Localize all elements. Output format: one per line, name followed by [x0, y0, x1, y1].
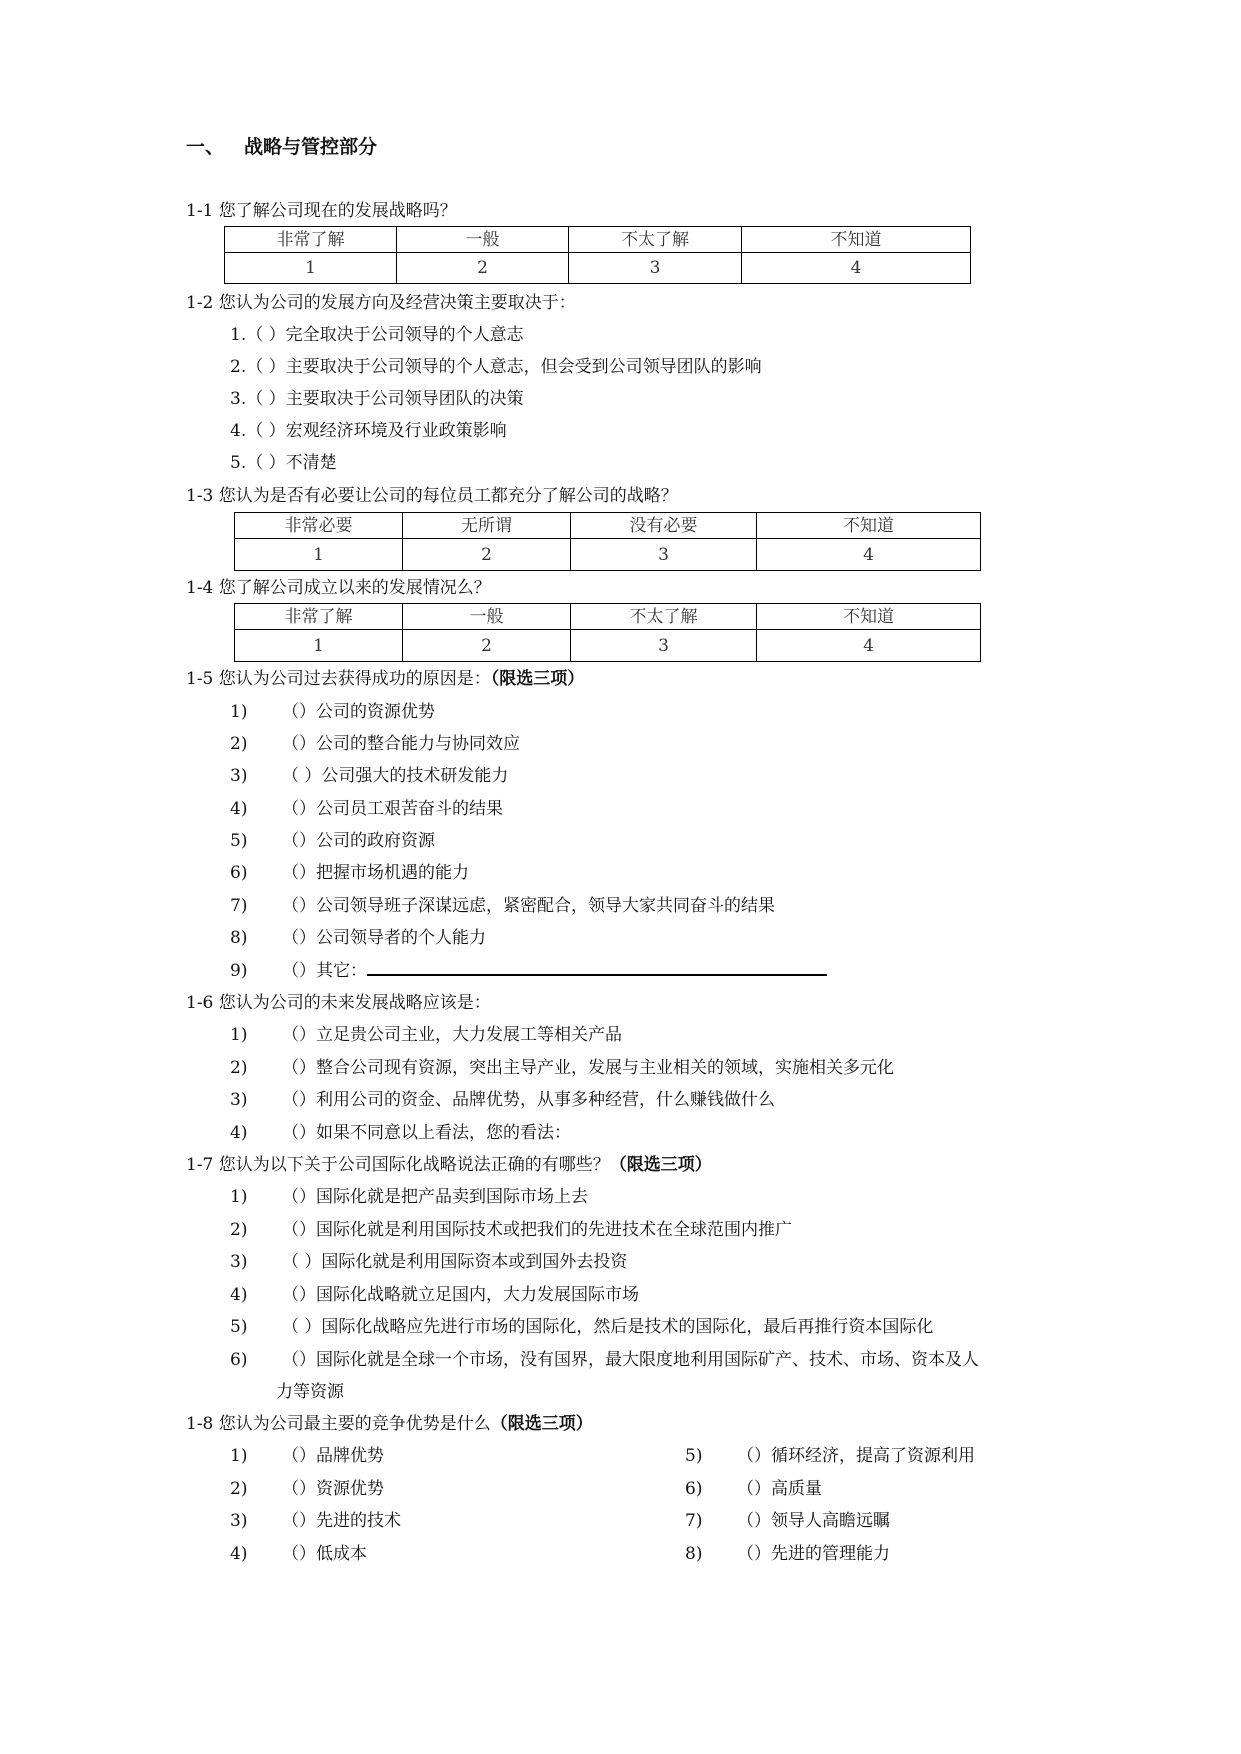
option[interactable]: （）立足贵公司主业，大力发展工等相关产品: [282, 1025, 622, 1045]
scale-value[interactable]: 3: [571, 539, 757, 571]
option-number: 1): [230, 1187, 248, 1207]
other-blank-line[interactable]: [367, 960, 827, 976]
scale-value[interactable]: 4: [742, 253, 971, 284]
scale-header: 无所谓: [403, 513, 571, 539]
scale-header: 非常必要: [235, 513, 403, 539]
question-1-4-label: 1-4 您了解公司成立以来的发展情况么？: [186, 578, 491, 598]
scale-value[interactable]: 1: [235, 630, 403, 662]
scale-header: 一般: [397, 227, 569, 253]
scale-value[interactable]: 1: [235, 539, 403, 571]
option-number: 2): [230, 734, 248, 754]
question-1-5-label: [186, 668, 584, 690]
scale-header: 非常了解: [235, 604, 403, 630]
option-number: 3): [230, 1511, 248, 1531]
option[interactable]: 5.（ ）不清楚: [230, 453, 337, 473]
question-1-1-label: 1-1 您了解公司现在的发展战略吗？: [186, 201, 457, 221]
option-number: 3): [230, 1252, 248, 1272]
option[interactable]: （）先进的管理能力: [737, 1544, 890, 1564]
question-1-8-label: [186, 1413, 593, 1435]
scale-value[interactable]: 4: [757, 539, 981, 571]
option[interactable]: （）国际化就是全球一个市场，没有国界，最大限度地利用国际矿产、技术、市场、资本及人: [282, 1350, 979, 1370]
scale-value[interactable]: 2: [403, 630, 571, 662]
option[interactable]: （）公司领导班子深谋远虑，紧密配合，领导大家共同奋斗的结果: [282, 896, 775, 916]
option-number: 6): [230, 863, 248, 883]
scale-header: 非常了解: [225, 227, 397, 253]
option[interactable]: （）先进的技术: [282, 1511, 401, 1531]
option-number: 1): [230, 1446, 248, 1466]
question-text: 1-7 您认为以下关于公司国际化战略说法正确的有哪些？: [186, 1155, 610, 1175]
option[interactable]: （）公司的资源优势: [282, 702, 435, 722]
option[interactable]: （）品牌优势: [282, 1446, 384, 1466]
option[interactable]: （）公司领导者的个人能力: [282, 928, 486, 948]
option[interactable]: （）国际化战略就立足国内，大力发展国际市场: [282, 1285, 639, 1305]
option[interactable]: 4.（ ）宏观经济环境及行业政策影响: [230, 421, 507, 441]
scale-header: 没有必要: [571, 513, 757, 539]
scale-value[interactable]: 3: [571, 630, 757, 662]
option-number: 4): [230, 1544, 248, 1564]
option-number: 8): [230, 928, 248, 948]
option[interactable]: 2.（ ）主要取决于公司领导的个人意志，但会受到公司领导团队的影响: [230, 357, 762, 377]
option[interactable]: （）把握市场机遇的能力: [282, 863, 469, 883]
scale-header: 一般: [403, 604, 571, 630]
option[interactable]: （）低成本: [282, 1544, 367, 1564]
option-number: 6): [685, 1479, 703, 1499]
scale-value[interactable]: 2: [397, 253, 569, 284]
question-1-3-label: 1-3 您认为是否有必要让公司的每位员工都充分了解公司的战略？: [186, 486, 678, 506]
option[interactable]: （ ）国际化就是利用国际资本或到国外去投资: [282, 1252, 628, 1272]
option-number: 2): [230, 1220, 248, 1240]
scale-header: 不知道: [742, 227, 971, 253]
selection-limit: （限选三项）: [490, 669, 585, 689]
option-number: 4): [230, 1285, 248, 1305]
option-number: 7): [685, 1511, 703, 1531]
scale-header: 不太了解: [571, 604, 757, 630]
option[interactable]: （）公司的整合能力与协同效应: [282, 734, 520, 754]
scale-value[interactable]: 4: [757, 630, 981, 662]
option-number: 9): [230, 961, 248, 981]
option-number: 6): [230, 1350, 248, 1370]
option-number: 8): [685, 1544, 703, 1564]
scale-value[interactable]: 3: [569, 253, 742, 284]
option[interactable]: （）循环经济，提高了资源利用: [737, 1446, 975, 1466]
option[interactable]: （）公司员工艰苦奋斗的结果: [282, 799, 503, 819]
option[interactable]: （ ）公司强大的技术研发能力: [282, 766, 509, 786]
option-number: 2): [230, 1058, 248, 1078]
section-title: 战略与管控部分: [244, 136, 378, 158]
option[interactable]: （ ）国际化战略应先进行市场的国际化，然后是技术的国际化，最后再推行资本国际化: [282, 1317, 934, 1337]
option-other[interactable]: [282, 960, 827, 982]
scale-header: 不知道: [757, 513, 981, 539]
question-1-1-scale: [224, 226, 971, 284]
option[interactable]: （）高质量: [737, 1479, 822, 1499]
option-number: 2): [230, 1479, 248, 1499]
option[interactable]: 3.（ ）主要取决于公司领导团队的决策: [230, 389, 524, 409]
option[interactable]: （）整合公司现有资源，突出主导产业，发展与主业相关的领域，实施相关多元化: [282, 1058, 894, 1078]
option[interactable]: （）公司的政府资源: [282, 831, 435, 851]
option[interactable]: （）资源优势: [282, 1479, 384, 1499]
option[interactable]: （）利用公司的资金、品牌优势，从事多种经营，什么赚钱做什么: [282, 1090, 775, 1110]
selection-limit: （限选三项）: [609, 1155, 712, 1175]
scale-header: 不知道: [757, 604, 981, 630]
option-continuation: 力等资源: [276, 1382, 344, 1402]
option-number: 1): [230, 702, 248, 722]
option-number: 5): [230, 831, 248, 851]
question-1-7-label: [186, 1154, 712, 1176]
option[interactable]: （）如果不同意以上看法，您的看法：: [282, 1123, 571, 1143]
option-number: 3): [230, 766, 248, 786]
option-number: 4): [230, 1123, 248, 1143]
scale-value[interactable]: 2: [403, 539, 571, 571]
question-1-2-label: 1-2 您认为公司的发展方向及经营决策主要取决于：: [186, 293, 576, 313]
option-number: 7): [230, 896, 248, 916]
question-text: 1-5 您认为公司过去获得成功的原因是：: [186, 669, 491, 689]
option-number: 5): [230, 1317, 248, 1337]
option[interactable]: 1.（ ）完全取决于公司领导的个人意志: [230, 325, 524, 345]
scale-value[interactable]: 1: [225, 253, 397, 284]
question-1-6-label: 1-6 您认为公司的未来发展战略应该是：: [186, 993, 491, 1013]
option-text: （）其它：: [282, 961, 367, 981]
option[interactable]: （）国际化就是利用国际技术或把我们的先进技术在全球范围内推广: [282, 1220, 792, 1240]
option[interactable]: （）国际化就是把产品卖到国际市场上去: [282, 1187, 588, 1207]
selection-limit: （限选三项）: [490, 1414, 593, 1434]
scale-header: 不太了解: [569, 227, 742, 253]
option-number: 3): [230, 1090, 248, 1110]
section-number: 一、: [186, 136, 225, 158]
option[interactable]: （）领导人高瞻远瞩: [737, 1511, 890, 1531]
question-1-4-scale: [234, 603, 981, 662]
question-text: 1-8 您认为公司最主要的竞争优势是什么: [186, 1414, 491, 1434]
question-1-3-scale: [234, 512, 981, 571]
option-number: 1): [230, 1025, 248, 1045]
option-number: 5): [685, 1446, 703, 1466]
option-number: 4): [230, 799, 248, 819]
